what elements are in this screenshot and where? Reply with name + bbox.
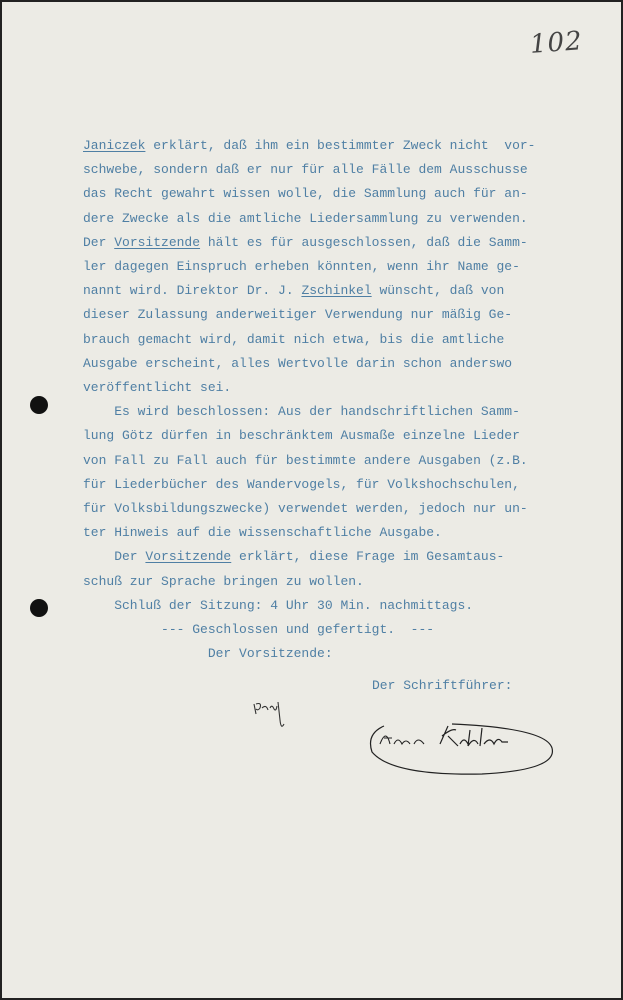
text-line — [83, 231, 528, 255]
text-line-start: für Volksbildungszwecke) verwendet werden, jedoch nur un- — [83, 501, 528, 516]
text-line — [83, 303, 512, 327]
text-line-start: dieser Zulassung anderweitiger Verwendung nur mäßig Ge- — [83, 307, 513, 323]
chair-signature — [250, 694, 290, 734]
underlined-name: Zschinkel — [301, 283, 372, 299]
text-line — [83, 545, 504, 569]
text-line-start: Schluß der Sitzung: 4 Uhr 30 Min. nachmittags. — [83, 597, 474, 613]
text-line-start: ler dagegen Einspruch erheben könnten, wenn ihr Name ge- — [83, 259, 520, 274]
schriftfuehrer-label: Der Schriftführer: — [372, 678, 513, 693]
text-line — [83, 207, 528, 231]
text-line — [83, 376, 231, 400]
text-line — [83, 255, 520, 279]
text-line — [83, 424, 520, 448]
text-line-start: ter Hinweis auf die wissenschaftliche Ausgabe. — [83, 525, 442, 541]
text-line-start: brauch gemacht wird, damit nich etwa, bis die amtliche — [83, 331, 505, 347]
text-line-start: veröffentlicht sei. — [83, 380, 232, 395]
text-line — [83, 642, 333, 666]
text-line-end: wünscht, daß von — [371, 283, 505, 299]
text-line — [83, 618, 434, 642]
text-line-start: Ausgabe erscheint, alles Wertvolle darin schon anderswo — [83, 355, 513, 371]
text-line-start: --- Geschlossen und gefertigt. --- — [83, 622, 435, 637]
folio-number: 102 — [529, 26, 584, 60]
text-line-start: Es wird beschlossen: Aus der handschriftlichen Samm- — [83, 404, 520, 420]
text-line — [83, 352, 512, 376]
text-line — [83, 182, 528, 206]
text-line — [83, 497, 528, 521]
text-line-end: hält es für ausgeschlossen, daß die Samm- — [200, 234, 528, 250]
text-line-end: erklärt, diese Frage im Gesamtaus- — [231, 549, 505, 565]
punch-hole — [30, 396, 48, 414]
text-line-start: von Fall zu Fall auch für bestimmte andere Ausgaben (z.B. — [83, 452, 528, 468]
text-line — [83, 594, 473, 618]
text-line — [83, 279, 504, 303]
text-line-end: erklärt, daß ihm ein bestimmter Zweck nicht vor- — [145, 138, 536, 153]
text-line — [83, 328, 504, 352]
text-line-start: schwebe, sondern daß er nur für alle Fälle dem Ausschusse — [83, 162, 528, 178]
underlined-name: Vorsitzende — [145, 549, 232, 565]
text-line-start: Der — [83, 234, 115, 250]
text-line — [83, 570, 364, 594]
text-line — [83, 521, 442, 545]
text-line-start: das Recht gewahrt wissen wolle, die Sammlung auch für an- — [83, 186, 528, 202]
underlined-name: Janiczek — [83, 138, 146, 153]
text-line-start: Der Vorsitzende: — [83, 646, 333, 662]
secretary-signature — [362, 714, 562, 778]
text-line — [83, 449, 528, 473]
text-line — [83, 134, 536, 158]
text-line — [83, 400, 520, 424]
punch-hole — [30, 599, 48, 617]
text-line-start: für Liederbücher des Wandervogels, für Volkshochschulen, — [83, 476, 520, 492]
text-line-start: Der — [83, 549, 146, 565]
text-line-start: dere Zwecke als die amtliche Liedersammlung zu verwenden. — [83, 210, 528, 226]
text-line-start: schuß zur Sprache bringen zu wollen. — [83, 573, 364, 589]
text-line-start: nannt wird. Direktor Dr. J. — [83, 283, 302, 299]
text-line — [83, 473, 520, 497]
underlined-name: Vorsitzende — [114, 234, 201, 250]
text-line — [83, 158, 528, 182]
text-line-start: lung Götz dürfen in beschränktem Ausmaße einzelne Lieder — [83, 428, 520, 444]
